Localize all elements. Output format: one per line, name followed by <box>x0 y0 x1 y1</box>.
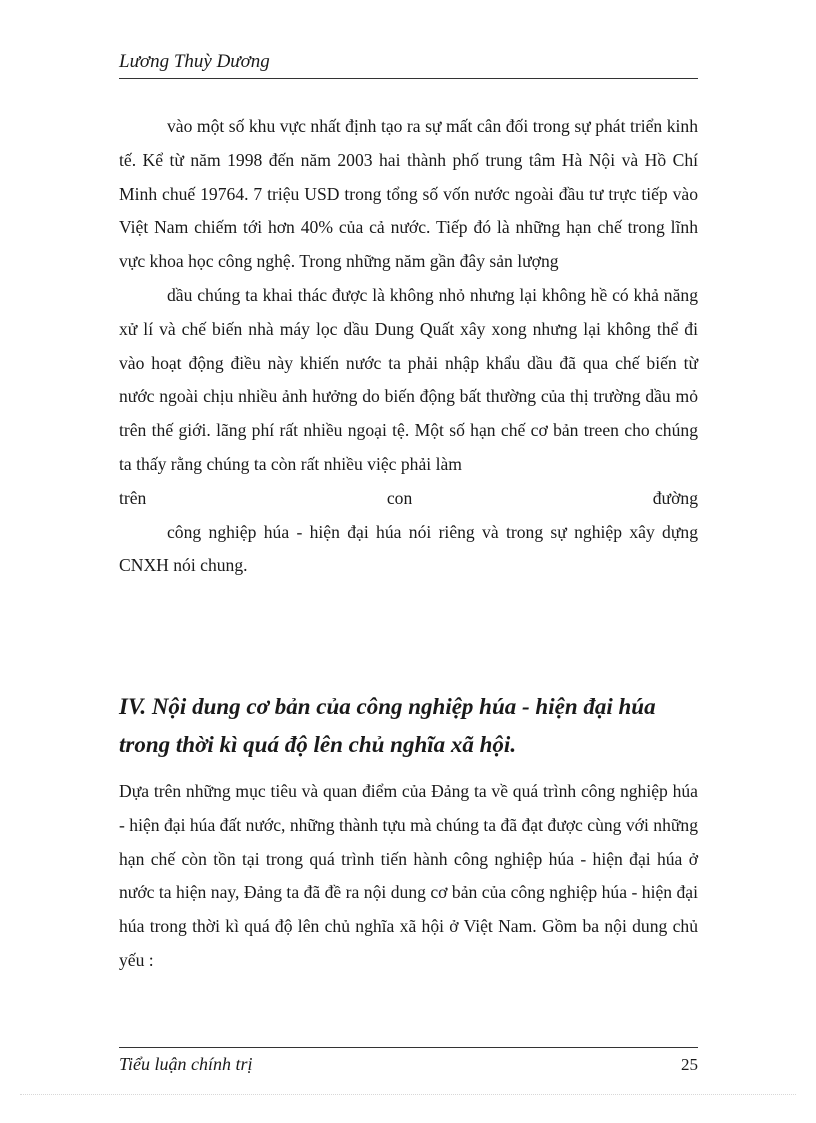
footer-title: Tiểu luận chính trị <box>119 1054 253 1074</box>
section-heading: IV. Nội dung cơ bản của công nghiệp húa - hiện đại húa trong thời kì quá độ lên chủ nghĩa xã hội. <box>119 694 656 757</box>
page-edge-divider <box>20 1094 796 1095</box>
body-text <box>119 110 698 583</box>
paragraph-3: công nghiệp húa - hiện đại húa nói riêng và trong sự nghiệp xây dựng CNXH nói chung. <box>119 521 698 576</box>
paragraph-2-last-line: trên con đường <box>119 487 698 508</box>
page-number: 25 <box>681 1055 698 1074</box>
paragraph-2: dầu chúng ta khai thác được là không nhỏ nhưng lại không hề có khả năng xử lí và chế biến nhà máy lọc dầu Dung Quất xây xong nhưng lại không thể đi vào hoạt động điều này khiến nước ta phải nhập khẩu dầu đã qua chế biến từ nước ngoài chịu nhiều ảnh hưởng do biến động bất thường của thị trường dầu mỏ trên thế giới. lãng phí rất nhiều ngoại tệ. Một số hạn chế cơ bản treen cho chúng ta thấy rằng chúng ta còn rất nhiều việc phải làm <box>119 284 698 474</box>
page-footer <box>119 1047 698 1077</box>
section-paragraph: Dựa trên những mục tiêu và quan điểm của Đảng ta về quá trình công nghiệp húa - hiện đại húa đất nước, những thành tựu mà chúng ta đã đạt được cùng với những hạn chế còn tồn tại trong quá trình tiến hành công nghiệp húa - hiện đại húa ở nước ta hiện nay, Đảng ta đã đề ra nội dung cơ bản của công nghiệp húa - hiện đại húa trong thời kì quá độ lên chủ nghĩa xã hội ở Việt Nam. Gồm ba nội dung chủ yếu : <box>119 781 698 970</box>
page-header <box>119 50 698 79</box>
header-author: Lương Thuỳ Dương <box>119 51 270 72</box>
paragraph-1: vào một số khu vực nhất định tạo ra sự mất cân đối trong sự phát triển kinh tế. Kể từ năm 1998 đến năm 2003 hai thành phố trung tâm Hà Nội và Hồ Chí Minh chuế 19764. 7 triệu USD trong tổng số vốn nước ngoài đầu tư trực tiếp vào Việt Nam chiếm tới hơn 40% của cả nước. Tiếp đó là những hạn chế trong lĩnh vực khoa học công nghệ. Trong những năm gần đây sản lượng <box>119 116 698 272</box>
section-body <box>119 775 698 978</box>
